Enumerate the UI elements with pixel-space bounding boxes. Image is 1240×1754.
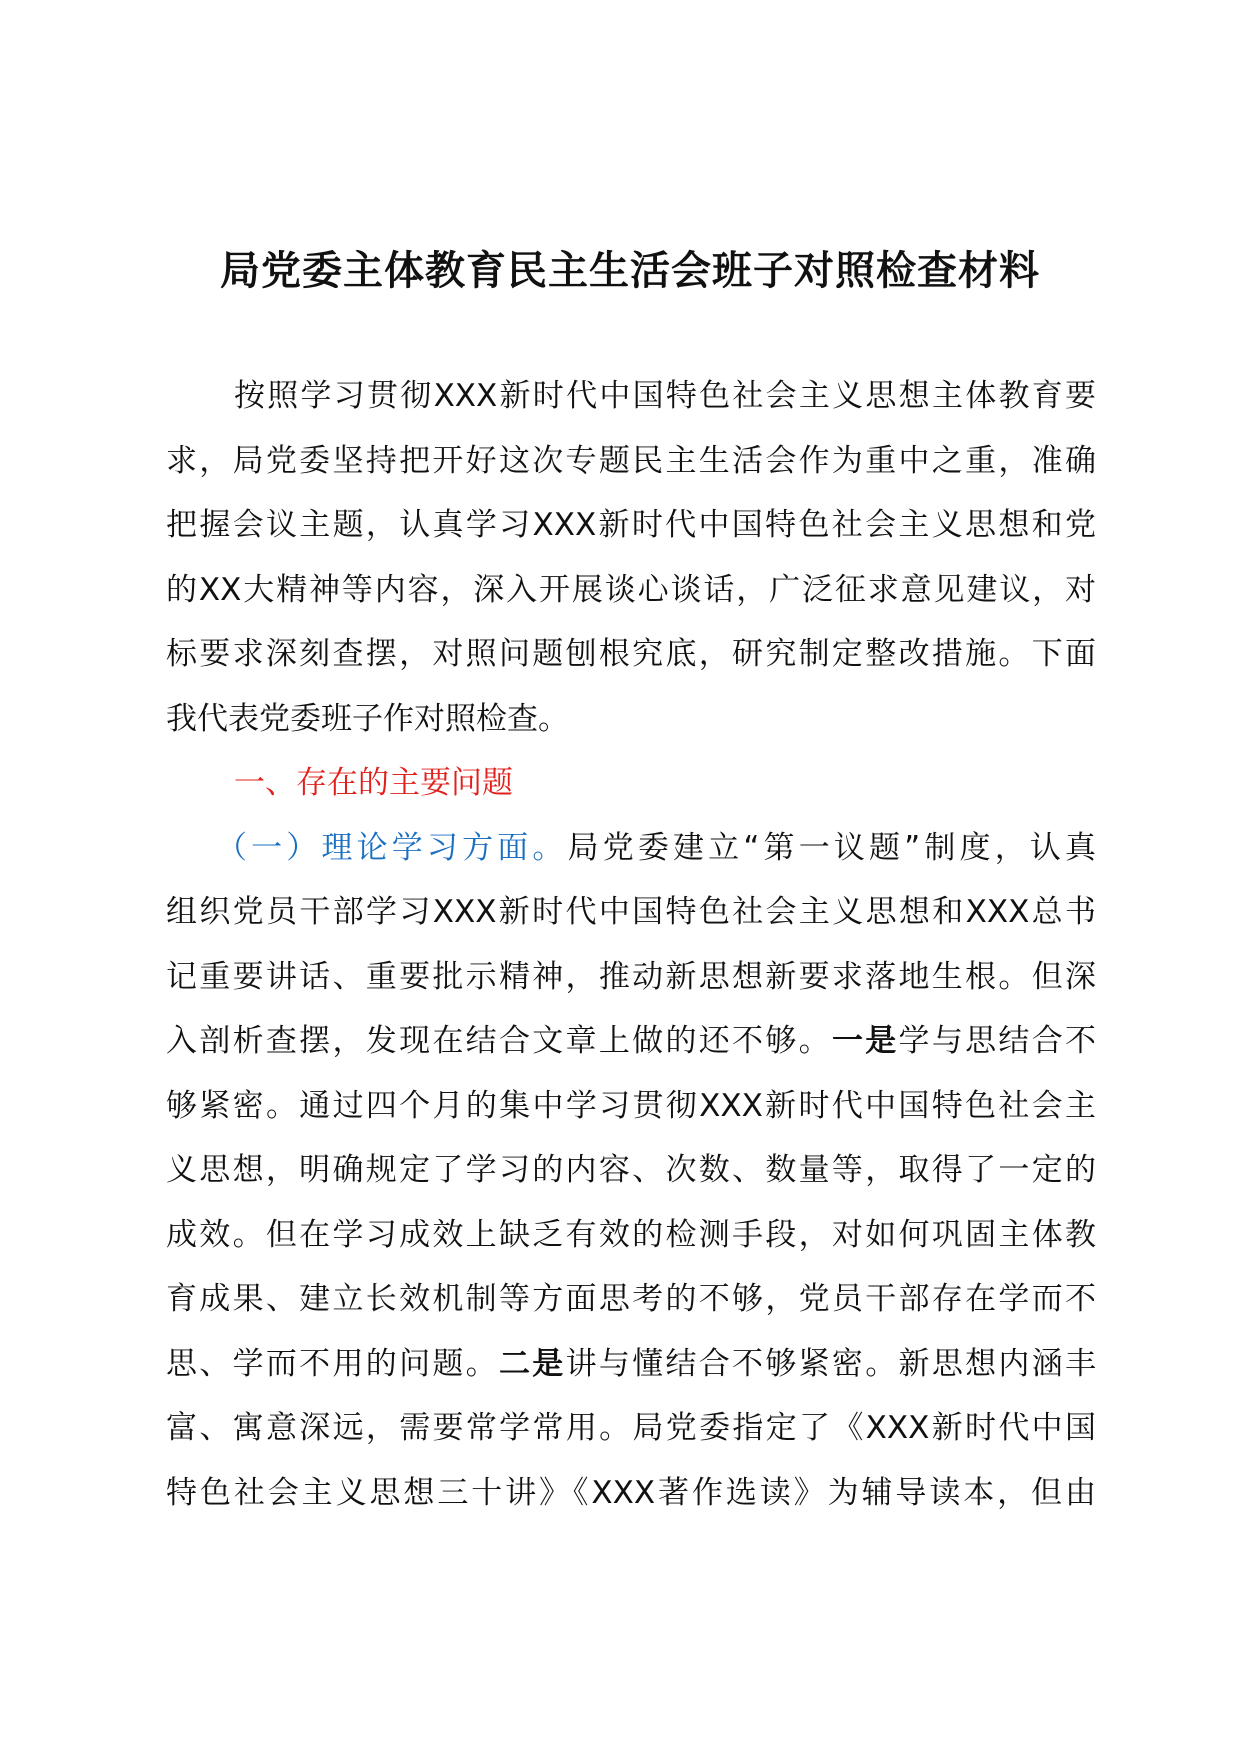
paragraph-line: 育成果、建立长效机制等方面思考的不够，党员干部存在学而不: [166, 1281, 1096, 1317]
paragraph-line: 成效。但在学习成效上缺乏有效的检测手段，对如何巩固主体教: [166, 1216, 1096, 1253]
intro-line: 按照学习贯彻XXX新时代中国特色社会主义思想主体教育要: [234, 378, 1096, 414]
paragraph-line: [166, 1009, 1096, 1074]
paragraph-line: [166, 816, 1096, 881]
text-run: 思、学而不用的问题。: [166, 1345, 499, 1382]
emphasis-marker: 二是: [498, 1345, 566, 1382]
intro-line: 我代表党委班子作对照检查。: [166, 700, 569, 737]
paragraph-line: 记重要讲话、重要批示精神，推动新思想新要求落地生根。但深: [166, 958, 1096, 995]
text-run: 局党委建立“第一议题”制度，认真: [567, 829, 1097, 866]
paragraph-line: 组织党员干部学习XXX新时代中国特色社会主义思想和XXX总书: [166, 894, 1096, 930]
paragraph-line: 特色社会主义思想三十讲》《XXX著作选读》为辅导读本，但由: [166, 1474, 1096, 1511]
intro-line: 求，局党委坚持把开好这次专题民主生活会作为重中之重，准确: [166, 442, 1096, 479]
text-run: 学与思结合不: [898, 1023, 1097, 1059]
intro-line: 把握会议主题，认真学习XXX新时代中国特色社会主义思想和党: [166, 507, 1096, 543]
emphasis-marker: 一是: [831, 1023, 899, 1059]
paragraph-line: [166, 1332, 1096, 1397]
section-heading: 一、存在的主要问题: [234, 765, 513, 801]
subsection-heading: （一）理论学习方面。: [216, 829, 568, 866]
intro-line: 的XX大精神等内容，深入开展谈心谈话，广泛征求意见建议，对: [166, 571, 1096, 608]
text-run: 入剖析查摆，发现在结合文章上做的还不够。: [166, 1023, 832, 1059]
document-body: [166, 364, 1096, 1525]
paragraph-line: 够紧密。通过四个月的集中学习贯彻XXX新时代中国特色社会主: [166, 1087, 1096, 1124]
intro-line: 标要求深刻查摆，对照问题刨根究底，研究制定整改措施。下面: [166, 636, 1096, 672]
document-title: 局党委主体教育民主生活会班子对照检查材料: [220, 248, 1040, 294]
paragraph-line: 义思想，明确规定了学习的内容、次数、数量等，取得了一定的: [166, 1152, 1096, 1188]
text-run: 讲与懂结合不够紧密。新思想内涵丰: [565, 1345, 1097, 1382]
paragraph-line: 富、寓意深远，需要常学常用。局党委指定了《XXX新时代中国: [166, 1410, 1096, 1446]
